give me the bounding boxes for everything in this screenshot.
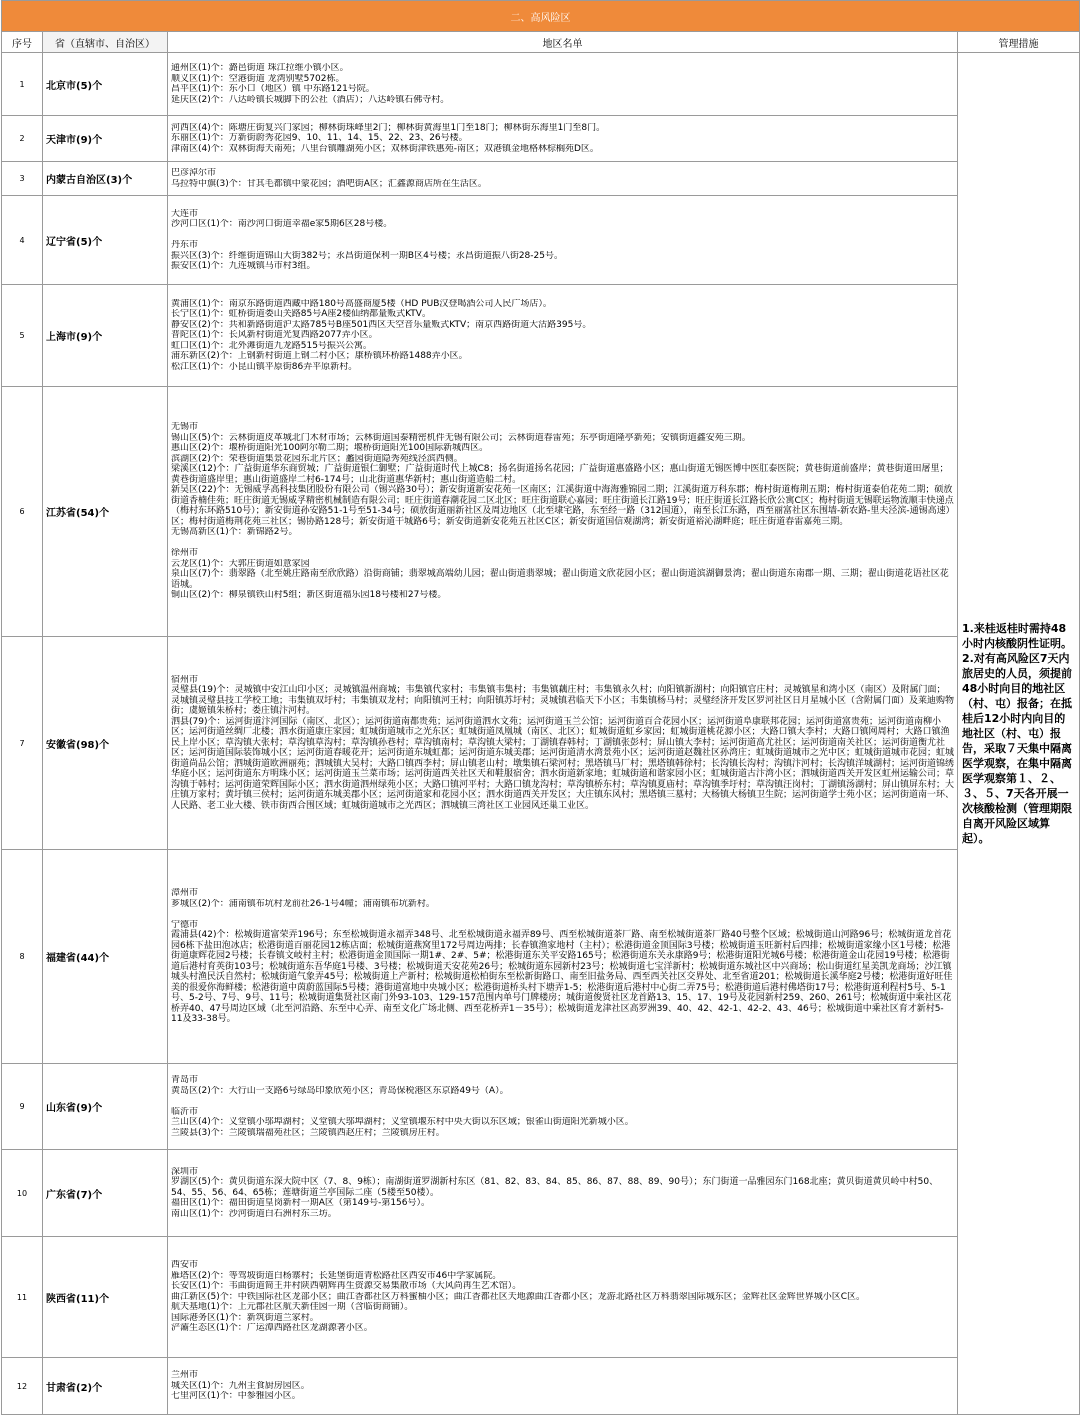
table-row: [2, 850, 1080, 1064]
province-name: 山东省(9)个: [43, 1064, 168, 1150]
area-line: 虹口区(1)个：北外滩街道九龙路515号振兴公寓。: [171, 340, 372, 351]
province-name: 辽宁省(5)个: [43, 196, 168, 285]
area-line: 滨湖区(2)个：荣巷街道集景花园东北片区；蠡园街道隐秀苑线泾滨西侧。: [171, 453, 463, 464]
header-measures: 管理措施: [958, 32, 1080, 53]
province-name: 安徽省(98)个: [43, 637, 168, 850]
area-list: [168, 1358, 958, 1415]
province-name: 广东省(7)个: [43, 1150, 168, 1237]
area-line: 梁溪区(12)个：广益街道华东商贸城；广益街道银仁御墅；广益街道时代上城C8；扬名街道扬名花园；广益街道惠盛路小区；惠山街道无锡医博中医肛泰医院；黄巷街道前盛岸；黄巷街道田屠里；黄巷街道盛岸里；惠山街道盛岸二村6-174号；山北街道惠华新村；惠山街道造船二村。: [171, 464, 949, 485]
area-line: 锡山区(5)个：云林街道皮革城北门木材市场；云林街道国泰精密机件无锡有限公司；云林街道春雷苑；东亭街道隆亭新苑；安镇街道鑫安苑三期。: [171, 432, 751, 443]
area-line: 国际港务区(1)个：新筑街道兰家村。: [171, 1312, 319, 1323]
area-line: 黄岛区(2)个：大行山一支路6号绿岛印象欣苑小区；青岛保税港区东京路49号（A）。: [171, 1085, 509, 1096]
row-number: 3: [2, 162, 43, 196]
row-number: 10: [2, 1150, 43, 1237]
area-line: 徐州市: [171, 548, 199, 559]
province-name: 北京市(5)个: [43, 53, 168, 116]
area-line: 新吴区(22)个：无锡威孚高科技集团股份有限公司（锡兴路30号）；新安街道新安花苑一区南区；江溪街道中海海雅锦园二期；江溪街道万科东郡；梅村街道梅荆五期；梅村街道泰伯花苑二期；硕放街道香楠佳苑；旺庄街道无锡威孚精密机械制造有限公司；旺庄街道春潮花园二区北区；旺庄街道联心嘉园；旺庄街道长江路19号；旺庄街道长江路长欣公寓C区；梅村街道无锡联运物流顺丰快递点（梅村东环路510号）；新安街道孙安路51-1号至51-34号；硕放街道丽新社区及周边地区（北至埭宅路，东至经一路（312国道），南至长江东路，西至丽富社区东围墙-新农路-里夫泾滨-通锡高速）区；梅村街道梅荆花苑三社区；锡协路128号；新安街道干城路6号；新安街道新安花苑五社区C区；新安街道国信观湖湾；新安街道裕沁湖畔庭；旺庄街道春雷嘉苑三期。: [171, 485, 954, 527]
province-name: 天津市(9)个: [43, 116, 168, 162]
area-line: 津南区(4)个：双林街海天南苑；八里台镇雕湖苑小区；双林街津铁惠苑-南区；双港镇金地格林棕榈苑D区。: [171, 143, 599, 154]
area-line: 航天基地(1)个：上元郡社区航天新佳园一期（含临街商铺）。: [171, 1302, 414, 1313]
row-number: 2: [2, 116, 43, 162]
area-list: [168, 637, 958, 850]
header-province: 省（直辖市、自治区）: [43, 32, 168, 53]
area-line: [171, 538, 954, 549]
row-number: 12: [2, 1358, 43, 1415]
area-line: 黄浦区(1)个：南京东路街道西藏中路180号高盛商厦5楼（HD PUB汉登喝酒公司人民广场店）。: [171, 298, 552, 309]
table-title: 二、高风险区: [2, 1, 1080, 32]
header-areas: 地区名单: [168, 32, 958, 53]
area-line: 松江区(1)个：小昆山镇平原街86弄平原新村。: [171, 361, 358, 372]
area-line: 漳州市: [171, 888, 199, 899]
area-list: [168, 1064, 958, 1150]
area-line: 通州区(1)个：潞邑街道 珠江拉维小镇小区。: [171, 63, 349, 73]
area-line: 七里河区(1)个：中参雅园小区。: [171, 1391, 301, 1402]
area-line: 兰陵县(3)个：兰陵镇瑞福苑社区；兰陵镇西赵庄村；兰陵镇房庄村。: [171, 1127, 445, 1138]
area-line: 长宁区(1)个：虹桥街道娄山关路85号A座2楼仙纳都量贩式KTV。: [171, 309, 431, 320]
area-line: [171, 1096, 954, 1107]
area-line: 城关区(1)个：九州主食厨房园区。: [171, 1380, 310, 1391]
area-line: 芗城区(2)个：浦南镇布坑村龙前社26-1号4幢；浦南镇布坑新村。: [171, 898, 435, 909]
area-line: 泗县(79)个：运河街道汴河国际（南区、北区）；运河街道南都贵苑；运河街道泗水文苑；运河街道玉兰公馆；运河街道百合花园小区；运河街道阜康联邦花园；运河街道富贵苑；运河街道南柳小区；运河街道丝绸厂北楼；泗水街道康庄家园；虹城街道城市之光东区；虹城街道凤凰城（南区、北区）；虹城街道虹乡家园；虹城街道桃花源小区；大路口镇大李村；大路口镇网周村；大路口镇渔民上岸小区；草沟镇大张村；草沟镇草沟村；草沟镇孙巷村；草沟镇南村；草沟镇大梁村；丁湖镇春韩村；丁湖镇张彭村；屏山镇大李村；运河街道高尤社区；运河街道南关社区；运河街道衡尤社区；运河街道国际装饰城小区；运河街道春暖花开；运河街道东城虹都；运河街道东城美郡；运河街道清水湾景苑小区；运河街道赵魏社区孙湾庄；虹城街道城市之光中区；虹城街道城市花园；虹城街道尚品公馆；泗城街道欧洲丽苑；泗城镇大吴村；大路口镇西李村；屏山镇老山村；墩集镇石梁河村；黑塔镇马厂村；黑塔镇韩徐村；长沟镇长沟村；沟镇汴河村；长沟镇洋城湖村；运河街道锦绣华庭小区；运河街道东方明珠小区；运河街道玉兰菜市场；运河街道西关社区天和鞋服宿舍；泗水街道新家地；虹城街道和谐家园小区；虹城街道古汴湾小区；泗城街道西关开发区虹州运输公司；草沟镇于韩村；运河街道荣辉国际小区；泗水街道泗州绿苑小区；大路口镇河平村；大路口镇龙沟村；草沟镇桥东村；草沟镇夏庙村；草沟镇季圩村；草沟镇汪岗村；丁湖镇汤湖村；屏山镇屏东村；大庄镇万家村；黄圩镇三侯村；运河街道东城美郡小区；运河街道家和花园小区；泗水街道西关开发区；大庄镇东风村；黑塔镇三墓村；大杨镇大杨镇卫生院；运河街道学士苑小区；运河街道南一环、人民路、老工业大楼、铁市街西合围区域；虹城街道城市之光西区；泗城镇三湾社区工业园风还巢工业区。: [171, 716, 955, 811]
row-number: 4: [2, 196, 43, 285]
area-line: 青岛市: [171, 1075, 199, 1085]
area-line: 昌平区(1)个：东小口（地区）镇 中东路121号院。: [171, 84, 375, 94]
area-line: [171, 230, 954, 241]
measure-item: 1.来桂返桂时需持48小时内核酸阴性证明。: [962, 622, 1072, 650]
row-number: 7: [2, 637, 43, 850]
area-line: 铜山区(2)个：柳泉镇铁山村5组；新区街道福乐园18号楼和27号楼。: [171, 590, 447, 601]
area-line: 河西区(4)个：陈塘庄街复兴门家园；柳林街珠峰里2门；柳林街黄海里1门至18门；柳林街东海里1门至8门。: [171, 122, 606, 133]
area-list: [168, 850, 958, 1064]
area-line: 巴彦淖尔市: [171, 168, 217, 178]
table-row: [2, 1064, 1080, 1150]
area-line: 无锡高新区(1)个：新锦路2号。: [171, 527, 298, 538]
area-line: 云龙区(1)个：大郭庄街道如意家园: [171, 558, 310, 569]
area-line: 丹东市: [171, 240, 199, 250]
row-number: 11: [2, 1237, 43, 1358]
area-line: 宁德市: [171, 919, 199, 930]
area-line: 临沂市: [171, 1106, 199, 1117]
area-line: 振兴区(3)个：纤维街道锦山大街382号；永昌街道保利一期B区4号楼；永昌街道振八街28-25号。: [171, 250, 563, 261]
province-name: 陕西省(11)个: [43, 1237, 168, 1358]
province-name: 江苏省(54)个: [43, 387, 168, 637]
area-line: 兰州市: [171, 1370, 199, 1381]
high-risk-table: [1, 0, 1080, 1415]
area-list: [168, 1237, 958, 1358]
management-measures: [958, 53, 1080, 1415]
area-line: 曲江新区(5)个：中铁国际社区龙部小区；曲江香都社区万科蜜柚小区；曲江香都社区天地源曲江香都小区；龙游北路社区万科翡翠国际城东区；金辉社区金辉世界城小区C区。: [171, 1291, 866, 1302]
row-number: 8: [2, 850, 43, 1064]
area-line: 福田区(1)个：福田街道皇岗新村一期A区（第149号-第156号）。: [171, 1198, 431, 1209]
area-list: [168, 196, 958, 285]
measure-item: 2.对有高风险区7天内旅居史的人员，须提前48小时向目的地社区（村、屯）报备；在抵桂后12小时内向目的地社区（村、屯）报告，采取７天集中隔离医学观察，在集中隔离医学观察第１、２、３、５、7天各开展一次核酸检测（管理期限自离开风险区域算起）。: [962, 652, 1072, 845]
area-line: 惠山区(2)个：堰桥街道阳光100阿尔勒二期；堰桥街道阳光100国际新城西区。: [171, 443, 489, 454]
table-row: [2, 1358, 1080, 1415]
table-row: [2, 285, 1080, 387]
table-row: [2, 53, 1080, 116]
table-row: [2, 116, 1080, 162]
area-line: 无锡市: [171, 422, 199, 433]
area-line: 兰山区(4)个：义堂镇小邬埠湖村；义堂镇大邬埠湖村；义堂镇堰东村中央大街以东区域；银雀山街道阳光新城小区。: [171, 1117, 634, 1127]
area-line: 延庆区(2)个：八达岭镇长城脚下的公社（酒店）；八达岭镇石佛寺村。: [171, 94, 450, 105]
area-line: 浦东新区(2)个：上钢新村街道上钢二村小区；康桥镇环桥路1488弄小区。: [171, 351, 468, 362]
area-line: 乌拉特中旗(3)个：甘其毛都镇中蒙花园；酒吧街A区；汇鑫源商店所在生活区。: [171, 178, 487, 189]
area-line: 罗湖区(5)个：黄贝街道东深大院中区（7、8、9栋）；南湖街道罗湖新村东区（81、82、83、84、85、86、87、88、89、90号）；东门街道一品雅园东门168北座；黄贝街道黄贝岭中村50、54、55、56、64、65栋；莲塘街道兰亭国际二座（5楼至50楼）。: [171, 1177, 939, 1198]
table-row: [2, 637, 1080, 850]
area-line: 振安区(1)个：九连城镇马市村3组。: [171, 261, 316, 271]
area-line: 浐灞生态区(1)个：广运潭西路社区龙湖源著小区。: [171, 1323, 373, 1334]
area-line: 西安市: [171, 1260, 199, 1271]
table-body: [2, 53, 1080, 1415]
area-line: 灵璧县(19)个：灵城镇中安江山印小区；灵城镇温州商城；韦集镇代家村；韦集镇韦集村；韦集镇藕庄村；韦集镇永久村；向阳镇新湖村；向阳镇官庄村；灵城镇星和湾小区（南区）及附属门面；灵城镇灵璧县技工学校工地；韦集镇双圩村；韦集镇双龙村；向阳镇河王村；向阳镇苏圩村；灵城镇君临天下小区；韦集镇杨马村；灵璧经济开发区罗河社区日月星城小区（含附属门面）及莱迪购物街；虞姬镇朱桥村；娄庄镇汴河村。: [171, 685, 955, 717]
province-name: 内蒙古自治区(3)个: [43, 162, 168, 196]
area-line: 宿州市: [171, 674, 199, 685]
area-line: 大连市: [171, 208, 199, 219]
area-list: [168, 1150, 958, 1237]
header-no: 序号: [2, 32, 43, 53]
area-line: 普陀区(1)个：长风新村街道光复西路2077弄小区。: [171, 330, 378, 341]
province-name: 福建省(44)个: [43, 850, 168, 1064]
row-number: 9: [2, 1064, 43, 1150]
row-number: 5: [2, 285, 43, 387]
area-line: 泉山区(7)个：翡翠路（北至姚庄路南至欣欣路）沿街商铺；翡翠城高端幼儿园；翟山街道翡翠城；翟山街道文欣花园小区；翟山街道滨湖御景湾；翟山街道东南郡一期、三期；翟山街道花语社区花语城。: [171, 569, 949, 590]
area-line: 东丽区(1)个：万新街蔚秀花园9、10、11、14、15、22、23、26号楼。: [171, 133, 468, 144]
table-row: [2, 162, 1080, 196]
area-list: [168, 116, 958, 162]
area-line: 静安区(2)个：共和新路街道沪太路785号B座501西区天空音乐量贩式KTV；南京西路街道大沽路395号。: [171, 319, 592, 330]
province-name: 甘肃省(2)个: [43, 1358, 168, 1415]
area-list: [168, 285, 958, 387]
area-line: [171, 909, 954, 920]
table-row: [2, 387, 1080, 637]
area-list: [168, 53, 958, 116]
area-line: 深圳市: [171, 1166, 199, 1177]
area-line: 霞浦县(42)个：松城街道富荣弄196号；东至松城街道永福弄348号、北至松城街道永福弄89号、西至松城街道茶厂路、南至松城街道茶厂路40号整个区域；松城街道山河路96号；松城街道龙首花园6栋下盐田泡冰店；松港街道百丽花园12栋店面；松城街道燕窝里172号周边两排；长春镇渔家地村（主村）；松港街道金顶国际3号楼；松城街道玉旺新村后四排；松城街道家缘小区1号楼；松港街道康辉花园2号楼；长春镇文岐村主村；松港街道金顶国际一期1#、2#、5#；松港街道东关平安路165号；松港街道东关永康路9号；松港街道阳光城6号楼；松港街道金山花园19号楼；松港街道后港村育英街103号；松城街道东吾华庭1号楼、3号楼；松城街道天安花苑26号；松城街道东园新村23号；松城街道七宝洋新村；松城街道东城社区中兴商场；松山街道红星美凯龙商场；沙江镇城头村渔民沃自然村；松城街道气象弄45号；松城街道上产新村；松城街道松柏街东至松新街路口、南至旧盐务局、西至西关社区交界处、北至省道201；松城街道长溪华庭2号楼；松港街道好旺佳美的很爱你海鲜楼；松港街道中茵蔚蓝国际5号楼；港街道富地中央城小区；松港街道桥头村下塘弄1-5；松港街道后港村中心街二弄75号；松港街道后港村佛塔街17号；松港街道利程村5号、5-1号、5-2号、7号、9号、11号；松城街道集贤社区南门外93-103、129-157范围内单号门牌楼房；城街道俊贤社区龙首路13、15、17、19号及花园新村259、260、261号；松城街道中乘社区花桥弄40、47号周边区域（北至河沿路、东至中心弄、南至文化广场北侧、西至花桥弄1－35号）；松城街道龙津社区高罗洲39、40、42、42-1、42-2、43、46号；松城街道中乘社区育才新村5-11及33-38号。: [171, 930, 953, 1025]
area-line: 沙河口区(1)个：南沙河口街道幸福e家5期6区28号楼。: [171, 219, 393, 229]
area-list: [168, 162, 958, 196]
province-name: 上海市(9)个: [43, 285, 168, 387]
table-row: [2, 1150, 1080, 1237]
area-list: [168, 387, 958, 637]
area-line: 雁塔区(2)个：等驾坡街道白杨寨村；长延堡街道青松路社区西安市46中学家属院。: [171, 1270, 502, 1281]
table-row: [2, 1237, 1080, 1358]
area-line: 南山区(1)个：沙河街道白石洲村东三坊。: [171, 1208, 337, 1219]
table-row: [2, 196, 1080, 285]
row-number: 1: [2, 53, 43, 116]
area-line: 长安区(1)个：韦曲街道简王井村陕西朝辉再生资源交易集散市场（大风尚再生艺术馆）。: [171, 1281, 522, 1292]
area-line: 顺义区(1)个：空港街道 龙湾别墅5702栋。: [171, 73, 345, 84]
row-number: 6: [2, 387, 43, 637]
